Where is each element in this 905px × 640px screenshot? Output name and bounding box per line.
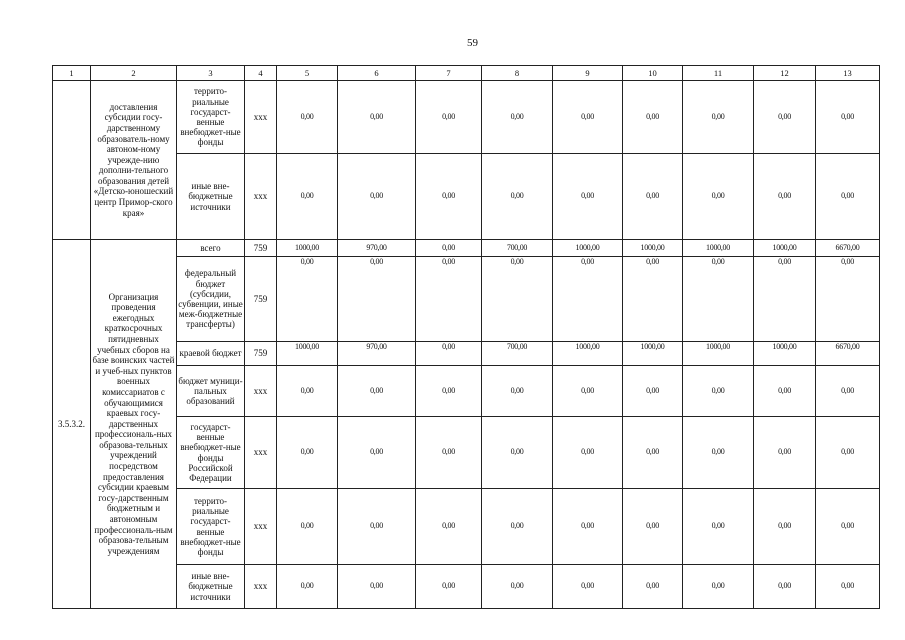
column-header: 10 <box>623 66 683 81</box>
value-cell: 1000,00 <box>754 342 816 366</box>
value-cell: 0,00 <box>482 417 553 489</box>
value-cell: 700,00 <box>482 240 553 257</box>
value-cell: 0,00 <box>683 565 754 609</box>
budget-code: 759 <box>245 240 277 257</box>
value-cell: 0,00 <box>623 366 683 417</box>
item-description: доставления субсидии госу-дарственному образователь-ному автоном-ному учрежде-нию дополни-тельного образования детей «Детско-юношеский центр Примор-ского края» <box>91 81 177 240</box>
budget-code: ххх <box>245 489 277 565</box>
column-header: 5 <box>277 66 338 81</box>
value-cell: 0,00 <box>816 565 880 609</box>
value-cell: 0,00 <box>338 565 416 609</box>
item-code <box>53 81 91 240</box>
value-cell: 1000,00 <box>683 342 754 366</box>
value-cell: 1000,00 <box>553 342 623 366</box>
value-cell: 0,00 <box>754 417 816 489</box>
funding-source: террито-риальные государст-венные внебюджет-ные фонды <box>177 81 245 154</box>
value-cell: 0,00 <box>816 489 880 565</box>
value-cell: 0,00 <box>816 366 880 417</box>
value-cell: 0,00 <box>553 366 623 417</box>
table-row <box>53 81 880 154</box>
funding-source: государст-венные внебюджет-ные фонды Российской Федерации <box>177 417 245 489</box>
column-header: 11 <box>683 66 754 81</box>
value-cell: 0,00 <box>338 81 416 154</box>
table-row <box>53 342 880 366</box>
value-cell: 0,00 <box>816 257 880 342</box>
value-cell: 0,00 <box>416 489 482 565</box>
value-cell: 0,00 <box>277 81 338 154</box>
budget-code: ххх <box>245 366 277 417</box>
table-row <box>53 257 880 342</box>
value-cell: 0,00 <box>553 417 623 489</box>
value-cell: 1000,00 <box>277 240 338 257</box>
value-cell: 0,00 <box>338 257 416 342</box>
funding-source: краевой бюджет <box>177 342 245 366</box>
value-cell: 0,00 <box>683 366 754 417</box>
value-cell: 0,00 <box>623 81 683 154</box>
value-cell: 0,00 <box>277 257 338 342</box>
column-header: 1 <box>53 66 91 81</box>
header-row <box>53 66 880 81</box>
value-cell: 0,00 <box>623 565 683 609</box>
budget-code: 759 <box>245 342 277 366</box>
value-cell: 0,00 <box>416 342 482 366</box>
value-cell: 0,00 <box>683 257 754 342</box>
budget-code: ххх <box>245 417 277 489</box>
value-cell: 6670,00 <box>816 342 880 366</box>
value-cell: 1000,00 <box>683 240 754 257</box>
value-cell: 0,00 <box>553 257 623 342</box>
value-cell: 0,00 <box>683 417 754 489</box>
value-cell: 0,00 <box>482 81 553 154</box>
value-cell: 1000,00 <box>553 240 623 257</box>
value-cell: 0,00 <box>754 366 816 417</box>
column-header: 3 <box>177 66 245 81</box>
value-cell: 0,00 <box>277 489 338 565</box>
value-cell: 0,00 <box>482 154 553 240</box>
value-cell: 0,00 <box>754 257 816 342</box>
value-cell: 0,00 <box>754 81 816 154</box>
funding-source: террито-риальные государст-венные внебюджет-ные фонды <box>177 489 245 565</box>
value-cell: 0,00 <box>482 489 553 565</box>
page-number: 59 <box>467 37 478 49</box>
value-cell: 0,00 <box>754 154 816 240</box>
table-row <box>53 565 880 609</box>
value-cell: 0,00 <box>816 417 880 489</box>
table-row <box>53 154 880 240</box>
value-cell: 1000,00 <box>754 240 816 257</box>
table-row <box>53 489 880 565</box>
budget-table <box>52 65 880 609</box>
value-cell: 0,00 <box>623 489 683 565</box>
value-cell: 970,00 <box>338 342 416 366</box>
value-cell: 0,00 <box>683 489 754 565</box>
value-cell: 0,00 <box>623 417 683 489</box>
value-cell: 0,00 <box>683 154 754 240</box>
table-row <box>53 417 880 489</box>
value-cell: 1000,00 <box>277 342 338 366</box>
value-cell: 0,00 <box>553 81 623 154</box>
funding-source: федеральный бюджет (субсидии, субвенции, иные меж-бюджетные трансферты) <box>177 257 245 342</box>
funding-source: всего <box>177 240 245 257</box>
value-cell: 0,00 <box>816 154 880 240</box>
value-cell: 0,00 <box>416 417 482 489</box>
value-cell: 0,00 <box>754 565 816 609</box>
value-cell: 0,00 <box>416 240 482 257</box>
funding-source: иные вне-бюджетные источники <box>177 565 245 609</box>
value-cell: 0,00 <box>553 154 623 240</box>
value-cell: 0,00 <box>277 565 338 609</box>
budget-code: ххх <box>245 154 277 240</box>
item-code: 3.5.3.2. <box>53 240 91 609</box>
value-cell: 0,00 <box>553 489 623 565</box>
column-header: 13 <box>816 66 880 81</box>
value-cell: 0,00 <box>754 489 816 565</box>
value-cell: 0,00 <box>338 366 416 417</box>
value-cell: 0,00 <box>338 417 416 489</box>
value-cell: 0,00 <box>482 565 553 609</box>
column-header: 4 <box>245 66 277 81</box>
column-header: 7 <box>416 66 482 81</box>
value-cell: 1000,00 <box>623 240 683 257</box>
column-header: 8 <box>482 66 553 81</box>
value-cell: 0,00 <box>482 257 553 342</box>
value-cell: 0,00 <box>416 257 482 342</box>
column-header: 9 <box>553 66 623 81</box>
column-header: 6 <box>338 66 416 81</box>
budget-code: 759 <box>245 257 277 342</box>
value-cell: 0,00 <box>277 366 338 417</box>
value-cell: 0,00 <box>277 417 338 489</box>
value-cell: 0,00 <box>338 154 416 240</box>
value-cell: 0,00 <box>416 81 482 154</box>
item-description: Организация проведения ежегодных краткосрочных пятидневных учебных сборов на базе воинских частей и учеб-ных пунктов военных комиссариатов с обучающимися краевых госу-дарственных профессиональ-ных образова-тельных учреждений посредством предоставления субсидии краевым госу-дарственным бюджетным и автономным профессиональ-ным образова-тельным учреждениям <box>91 240 177 609</box>
table-row <box>53 366 880 417</box>
value-cell: 700,00 <box>482 342 553 366</box>
value-cell: 0,00 <box>416 154 482 240</box>
value-cell: 0,00 <box>416 366 482 417</box>
value-cell: 0,00 <box>623 154 683 240</box>
funding-source: бюджет муници-пальных образований <box>177 366 245 417</box>
value-cell: 0,00 <box>816 81 880 154</box>
funding-source: иные вне-бюджетные источники <box>177 154 245 240</box>
value-cell: 0,00 <box>683 81 754 154</box>
value-cell: 0,00 <box>482 366 553 417</box>
value-cell: 0,00 <box>277 154 338 240</box>
value-cell: 0,00 <box>338 489 416 565</box>
budget-code: ххх <box>245 565 277 609</box>
column-header: 2 <box>91 66 177 81</box>
column-header: 12 <box>754 66 816 81</box>
value-cell: 6670,00 <box>816 240 880 257</box>
value-cell: 0,00 <box>416 565 482 609</box>
value-cell: 0,00 <box>553 565 623 609</box>
value-cell: 0,00 <box>623 257 683 342</box>
value-cell: 970,00 <box>338 240 416 257</box>
budget-code: ххх <box>245 81 277 154</box>
value-cell: 1000,00 <box>623 342 683 366</box>
table-row <box>53 240 880 257</box>
